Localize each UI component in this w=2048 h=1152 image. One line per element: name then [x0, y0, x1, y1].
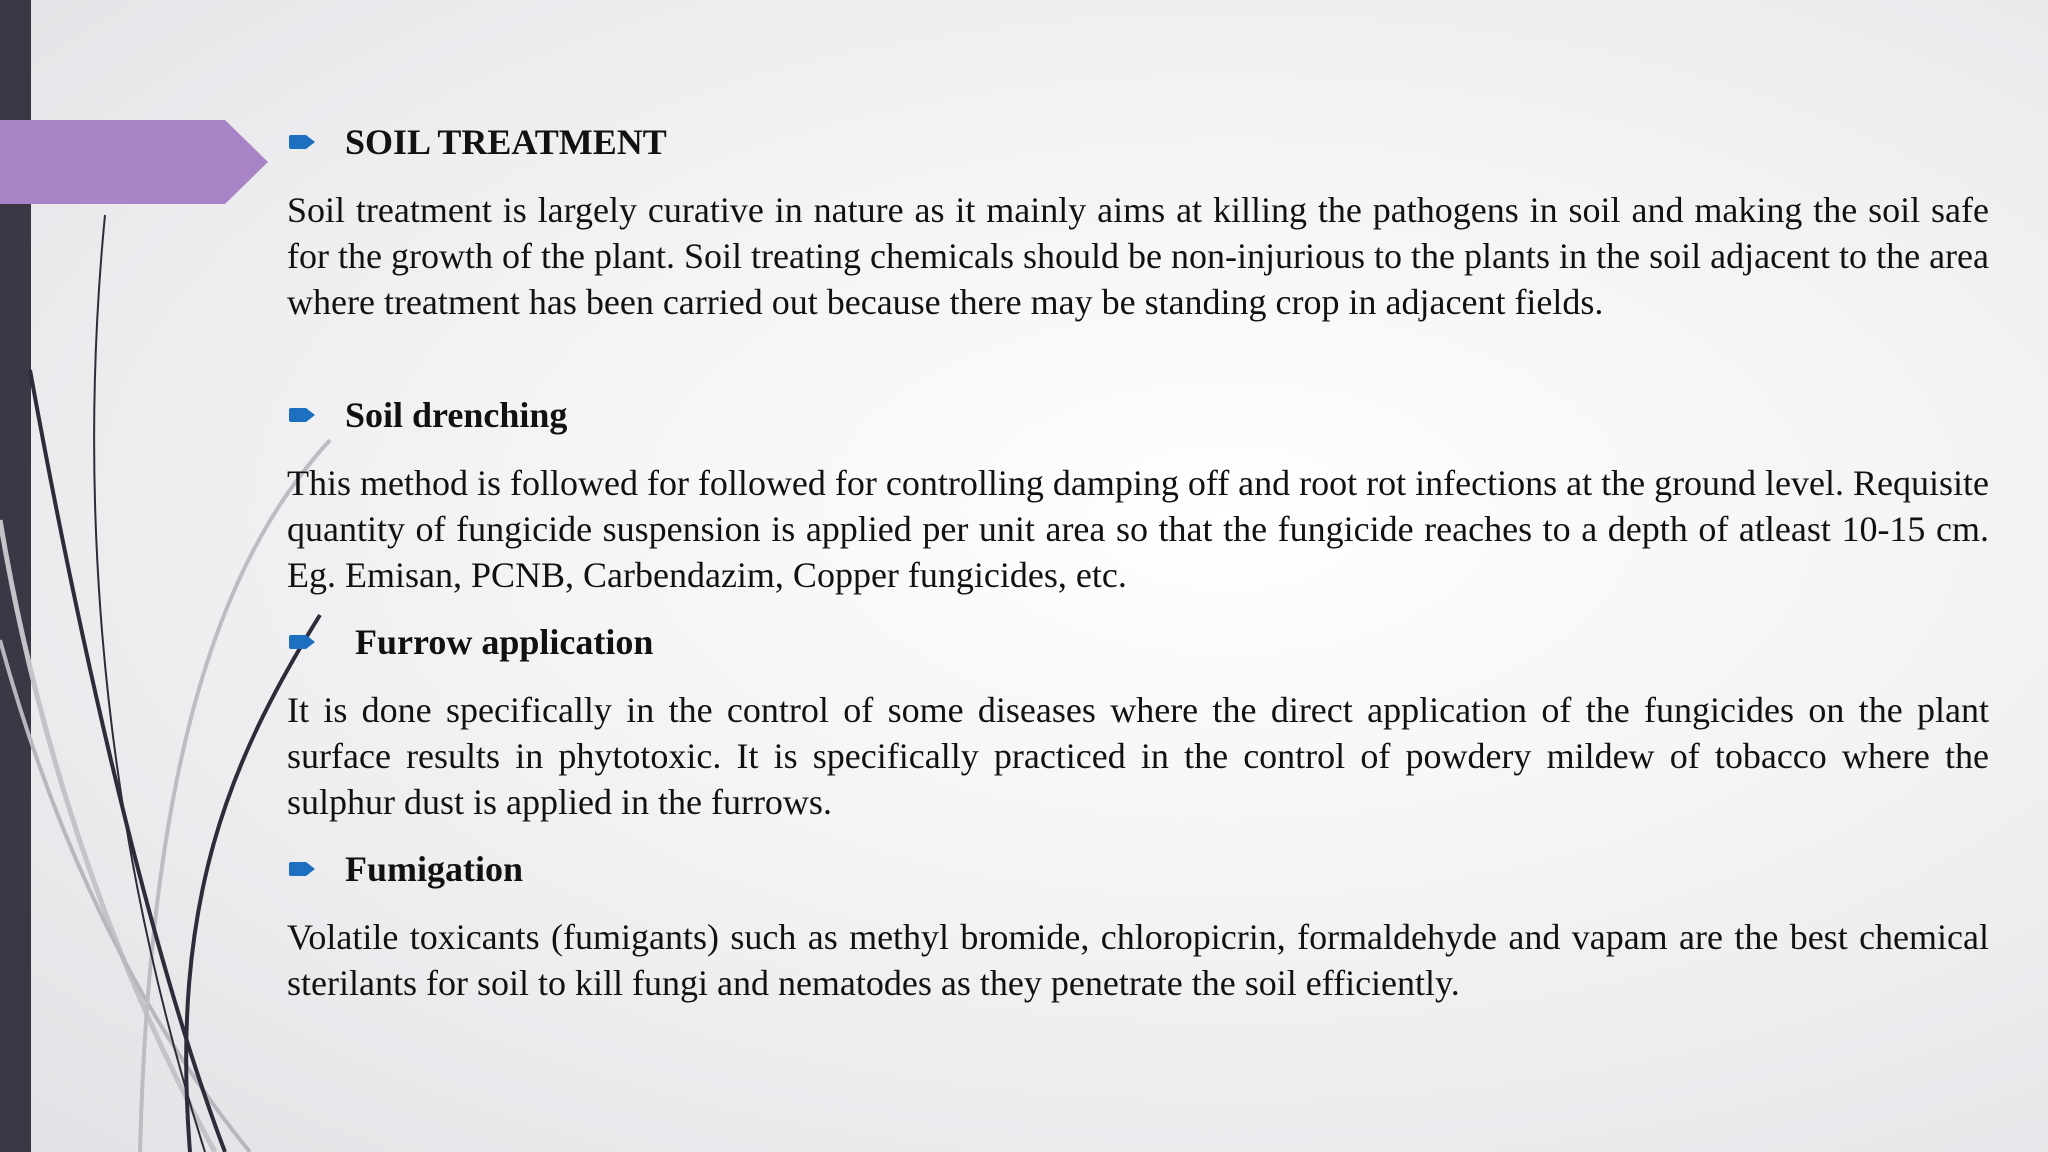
curve-light-2: [0, 640, 250, 1152]
section-body-fumigation: Volatile toxicants (fumigants) such as methyl bromide, chloropicrin, formaldehyde and vapam are the best chemical sterilants for soil to kill fungi and nematodes as they penetrate the soil efficiently.: [287, 917, 1989, 1003]
arrow-bullet-icon: [287, 633, 317, 651]
section-heading-soil-treatment: [287, 122, 667, 162]
section-heading-furrow-application: [287, 622, 653, 662]
section-heading-fumigation: [287, 849, 523, 889]
heading-text: Fumigation: [345, 849, 524, 889]
curve-dark-1: [30, 370, 225, 1152]
section-body-soil-treatment: Soil treatment is largely curative in nature as it mainly aims at killing the pathogens in soil and making the soil safe for the growth of the plant. Soil treating chemicals should be non-injurious to the plants in the soil adjacent to the area where treatment has been carried out because there may be standing crop in adjacent fields.: [287, 190, 1989, 322]
arrow-bullet-icon: [287, 406, 317, 424]
section-body-soil-drenching: This method is followed for followed for controlling damping off and root rot infections at the ground level. Requisite quantity of fungicide suspension is applied per unit area so that the fungicide reaches to a depth of atleast 10-15 cm. Eg. Emisan, PCNB, Carbendazim, Copper fungicides, etc.: [287, 463, 1989, 595]
heading-text: Soil drenching: [345, 395, 568, 435]
heading-text: Furrow application: [355, 622, 654, 662]
section-heading-soil-drenching: [287, 395, 567, 435]
heading-text: SOIL TREATMENT: [345, 122, 667, 162]
arrow-bullet-icon: [287, 133, 317, 151]
arrow-bullet-icon: [287, 860, 317, 878]
section-body-furrow-application: It is done specifically in the control of some diseases where the direct application of the fungicides on the plant surface results in phytotoxic. It is specifically practiced in the control of powdery mildew of tobacco where the sulphur dust is applied in the furrows.: [287, 690, 1989, 822]
purple-arrow-banner: [0, 120, 268, 204]
